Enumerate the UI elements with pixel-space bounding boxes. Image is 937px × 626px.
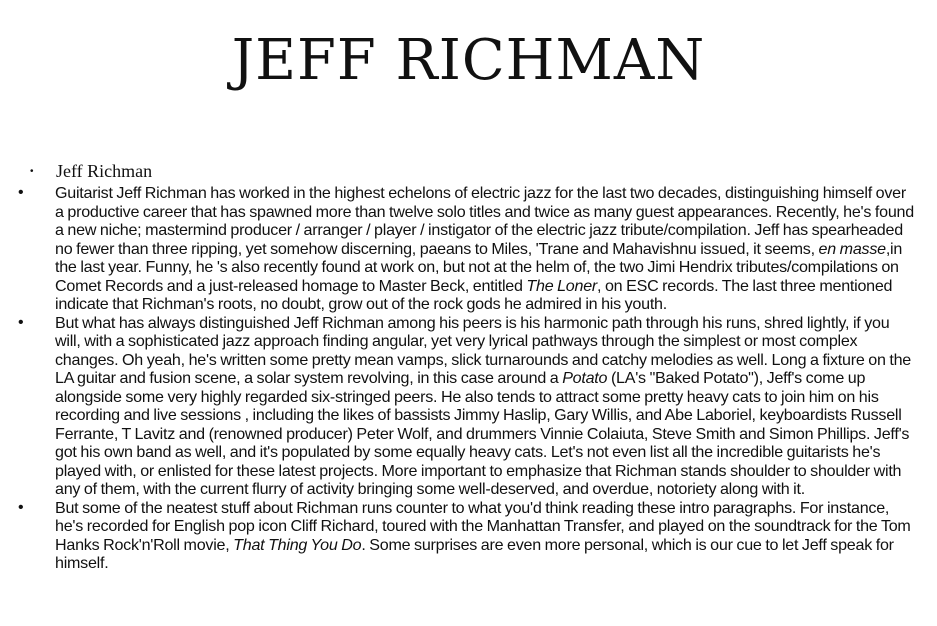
bullet-icon: •	[18, 184, 24, 201]
list-item-heading	[0, 160, 937, 184]
bio-list	[0, 160, 937, 573]
paragraph-3: But some of the neatest stuff about Richman runs counter to what you'd think reading these intro paragraphs. For instance, he's recorded for English pop icon Cliff Richard, toured with the Manhattan Transfer, and played on the soundtrack for the Tom Hanks Rock'n'Roll movie, That Thing You Do. Some surprises are even more personal, which is our cue to let Jeff speak for himself.	[55, 498, 911, 572]
list-heading: Jeff Richman	[56, 161, 153, 181]
bullet-icon: •	[30, 166, 34, 177]
list-item-paragraph-2	[0, 314, 937, 499]
bullet-icon: •	[18, 498, 24, 516]
movie-title: That Thing You Do	[233, 535, 362, 554]
page-title: JEFF RICHMAN	[231, 28, 706, 93]
list-item-paragraph-1	[0, 184, 937, 314]
paragraph-1: Guitarist Jeff Richman has worked in the highest echelons of electric jazz for the last two decades, distinguishing himself over a productive career that has spawned more than twelve solo titles and twice as many guest appearances. Recently, he's found a new niche; mastermind producer / arranger / player / instigator of the electric jazz tribute/compilation. Jeff has spearheaded no fewer than three ripping, yet somehow discerning, paeans to Miles, 'Trane and Mahavishnu issued, it seems, en masse,in the last year. Funny, he 's also recently found at work on, but not at the helm of, the two Jimi Hendrix tributes/compilations on Comet Records and a just-released homage to Master Beck, entitled The Loner, on ESC records. The last three mentioned indicate that Richman's roots, no doubt, grow out of the rock gods he admired in his youth.	[55, 184, 914, 313]
italic-text: en masse	[818, 239, 886, 258]
album-title: The Loner	[526, 276, 598, 295]
list-item-paragraph-3	[0, 499, 937, 573]
paragraph-2: But what has always distinguished Jeff Richman among his peers is his harmonic path through his runs, shred lightly, if you will, with a sophisticated jazz approach finding angular, yet very lyrical pathways through the simplest or most complex changes. Oh yeah, he's written some pretty mean vamps, slick turnarounds and catchy melodies as well. Long a fixture on the LA guitar and fusion scene, a solar system revolving, in this case around a Potato (LA's "Baked Potato"), Jeff's come up alongside some very highly regarded six-stringed peers. He also tends to attract some pretty heavy cats to join him on his recording and live sessions , including the likes of bassists Jimmy Haslip, Gary Willis, and Abe Laboriel, keyboardists Russell Ferrante, T Lavitz and (renowned producer) Peter Wolf, and drummers Vinnie Colaiuta, Steve Smith and Simon Phillips. Jeff's got his own band as well, and it's populated by some equally heavy cats. Let's not even list all the incredible guitarists he's played with, or enlisted for these latest projects. More important to emphasize that Richman stands shoulder to shoulder with any of them, with the current flurry of activity bringing some well-deserved, and overdue, notoriety along with it.	[55, 313, 911, 498]
italic-text: Potato	[562, 369, 608, 387]
bullet-icon: •	[18, 313, 24, 331]
